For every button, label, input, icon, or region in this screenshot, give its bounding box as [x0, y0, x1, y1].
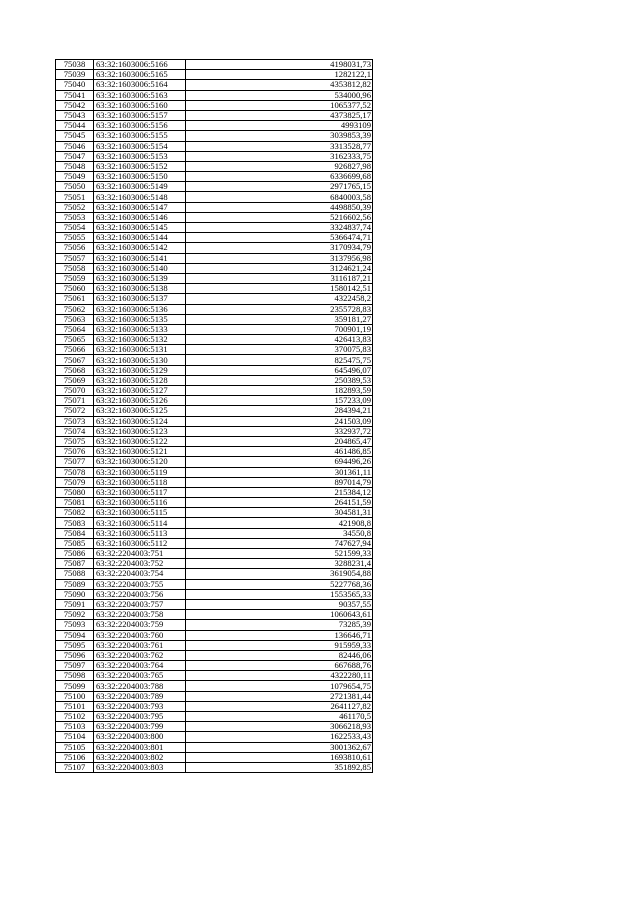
cadastral-value-cell: 461170,5	[186, 712, 373, 722]
table-row	[56, 589, 373, 599]
table-row	[56, 324, 373, 334]
cadastral-value-cell: 4353812,82	[186, 80, 373, 90]
cadastral-number-cell: 63:32:1603006:5145	[94, 223, 186, 233]
table-row	[56, 477, 373, 487]
cadastral-value-cell: 2721381,44	[186, 691, 373, 701]
row-number-cell: 75059	[56, 273, 94, 283]
table-row	[56, 304, 373, 314]
cadastral-value-cell: 694496,26	[186, 457, 373, 467]
table-row	[56, 335, 373, 345]
row-number-cell: 75098	[56, 671, 94, 681]
cadastral-number-cell: 63:32:2204003:799	[94, 722, 186, 732]
row-number-cell: 75084	[56, 528, 94, 538]
cadastral-number-cell: 63:32:1603006:5144	[94, 233, 186, 243]
row-number-cell: 75082	[56, 508, 94, 518]
cadastral-value-cell: 3170934,79	[186, 243, 373, 253]
table-row	[56, 345, 373, 355]
row-number-cell: 75093	[56, 620, 94, 630]
table-row	[56, 314, 373, 324]
cadastral-value-cell: 700901,19	[186, 324, 373, 334]
row-number-cell: 75100	[56, 691, 94, 701]
table-row	[56, 762, 373, 772]
table-row	[56, 742, 373, 752]
cadastral-number-cell: 63:32:1603006:5129	[94, 365, 186, 375]
cadastral-number-cell: 63:32:1603006:5157	[94, 110, 186, 120]
cadastral-number-cell: 63:32:2204003:789	[94, 691, 186, 701]
cadastral-number-cell: 63:32:1603006:5135	[94, 314, 186, 324]
table-row	[56, 151, 373, 161]
table-row	[56, 538, 373, 548]
row-number-cell: 75038	[56, 60, 94, 70]
cadastral-value-cell: 4373825,17	[186, 110, 373, 120]
cadastral-number-cell: 63:32:1603006:5131	[94, 345, 186, 355]
cadastral-number-cell: 63:32:2204003:760	[94, 630, 186, 640]
cadastral-number-cell: 63:32:1603006:5153	[94, 151, 186, 161]
cadastral-value-cell: 304581,31	[186, 508, 373, 518]
row-number-cell: 75083	[56, 518, 94, 528]
row-number-cell: 75043	[56, 110, 94, 120]
cadastral-number-cell: 63:32:1603006:5118	[94, 477, 186, 487]
row-number-cell: 75079	[56, 477, 94, 487]
cadastral-number-cell: 63:32:1603006:5146	[94, 212, 186, 222]
cadastral-value-cell: 82446,06	[186, 650, 373, 660]
cadastral-value-cell: 157233,09	[186, 396, 373, 406]
row-number-cell: 75086	[56, 549, 94, 559]
table-row	[56, 70, 373, 80]
row-number-cell: 75067	[56, 355, 94, 365]
row-number-cell: 75063	[56, 314, 94, 324]
cadastral-value-cell: 1622533,43	[186, 732, 373, 742]
table-row	[56, 569, 373, 579]
row-number-cell: 75096	[56, 650, 94, 660]
table-row	[56, 467, 373, 477]
cadastral-number-cell: 63:32:1603006:5112	[94, 538, 186, 548]
row-number-cell: 75094	[56, 630, 94, 640]
cadastral-number-cell: 63:32:1603006:5128	[94, 375, 186, 385]
table-row	[56, 223, 373, 233]
row-number-cell: 75097	[56, 661, 94, 671]
row-number-cell: 75104	[56, 732, 94, 742]
table-row	[56, 294, 373, 304]
cadastral-value-cell: 351892,85	[186, 762, 373, 772]
cadastral-number-cell: 63:32:2204003:761	[94, 640, 186, 650]
document-sheet	[55, 59, 372, 773]
cadastral-number-cell: 63:32:1603006:5113	[94, 528, 186, 538]
table-row	[56, 752, 373, 762]
table-row	[56, 80, 373, 90]
row-number-cell: 75080	[56, 487, 94, 497]
row-number-cell: 75045	[56, 131, 94, 141]
table-row	[56, 599, 373, 609]
row-number-cell: 75052	[56, 202, 94, 212]
row-number-cell: 75050	[56, 182, 94, 192]
table-row	[56, 273, 373, 283]
row-number-cell: 75068	[56, 365, 94, 375]
cadastral-value-cell: 241503,09	[186, 416, 373, 426]
cadastral-value-cell: 73285,39	[186, 620, 373, 630]
cadastral-number-cell: 63:32:1603006:5126	[94, 396, 186, 406]
cadastral-value-cell: 3137956,98	[186, 253, 373, 263]
table-row	[56, 528, 373, 538]
table-row	[56, 202, 373, 212]
cadastral-number-cell: 63:32:1603006:5127	[94, 386, 186, 396]
cadastral-number-cell: 63:32:2204003:757	[94, 599, 186, 609]
row-number-cell: 75046	[56, 141, 94, 151]
cadastral-value-cell: 645496,07	[186, 365, 373, 375]
cadastral-value-cell: 5227768,36	[186, 579, 373, 589]
cadastral-value-cell: 3001362,67	[186, 742, 373, 752]
cadastral-value-cell: 182893,59	[186, 386, 373, 396]
row-number-cell: 75064	[56, 324, 94, 334]
row-number-cell: 75072	[56, 406, 94, 416]
table-row	[56, 487, 373, 497]
cadastral-value-cell: 667688,76	[186, 661, 373, 671]
cadastral-value-cell: 1079654,75	[186, 681, 373, 691]
row-number-cell: 75089	[56, 579, 94, 589]
row-number-cell: 75105	[56, 742, 94, 752]
row-number-cell: 75053	[56, 212, 94, 222]
cadastral-value-cell: 915959,33	[186, 640, 373, 650]
cadastral-value-cell: 897014,79	[186, 477, 373, 487]
table-row	[56, 121, 373, 131]
cadastral-number-cell: 63:32:2204003:755	[94, 579, 186, 589]
row-number-cell: 75074	[56, 426, 94, 436]
table-row	[56, 498, 373, 508]
cadastral-value-cell: 6336699,68	[186, 172, 373, 182]
table-row	[56, 141, 373, 151]
cadastral-number-cell: 63:32:1603006:5125	[94, 406, 186, 416]
cadastral-value-cell: 3039853,39	[186, 131, 373, 141]
row-number-cell: 75054	[56, 223, 94, 233]
table-row	[56, 681, 373, 691]
row-number-cell: 75056	[56, 243, 94, 253]
row-number-cell: 75069	[56, 375, 94, 385]
row-number-cell: 75042	[56, 100, 94, 110]
cadastral-value-cell: 204865,47	[186, 436, 373, 446]
cadastral-number-cell: 63:32:1603006:5154	[94, 141, 186, 151]
table-row	[56, 436, 373, 446]
cadastral-number-cell: 63:32:1603006:5121	[94, 447, 186, 457]
cadastral-value-cell: 332937,72	[186, 426, 373, 436]
row-number-cell: 75101	[56, 701, 94, 711]
cadastral-number-cell: 63:32:1603006:5155	[94, 131, 186, 141]
row-number-cell: 75106	[56, 752, 94, 762]
cadastral-number-cell: 63:32:2204003:801	[94, 742, 186, 752]
table-row	[56, 661, 373, 671]
cadastral-number-cell: 63:32:1603006:5165	[94, 70, 186, 80]
cadastral-number-cell: 63:32:1603006:5142	[94, 243, 186, 253]
row-number-cell: 75103	[56, 722, 94, 732]
table-row	[56, 375, 373, 385]
row-number-cell: 75051	[56, 192, 94, 202]
cadastral-number-cell: 63:32:2204003:751	[94, 549, 186, 559]
row-number-cell: 75092	[56, 610, 94, 620]
table-row	[56, 732, 373, 742]
cadastral-number-cell: 63:32:2204003:759	[94, 620, 186, 630]
cadastral-value-cell: 359181,27	[186, 314, 373, 324]
cadastral-value-cell: 926827,98	[186, 161, 373, 171]
cadastral-number-cell: 63:32:1603006:5116	[94, 498, 186, 508]
cadastral-value-cell: 1580142,51	[186, 284, 373, 294]
cadastral-value-cell: 1693810,61	[186, 752, 373, 762]
cadastral-number-cell: 63:32:1603006:5149	[94, 182, 186, 192]
row-number-cell: 75095	[56, 640, 94, 650]
table-row	[56, 110, 373, 120]
table-row	[56, 90, 373, 100]
cadastral-number-cell: 63:32:1603006:5163	[94, 90, 186, 100]
cadastral-number-cell: 63:32:2204003:802	[94, 752, 186, 762]
row-number-cell: 75057	[56, 253, 94, 263]
cadastral-number-cell: 63:32:1603006:5123	[94, 426, 186, 436]
cadastral-value-cell: 250389,53	[186, 375, 373, 385]
row-number-cell: 75048	[56, 161, 94, 171]
cadastral-number-cell: 63:32:2204003:765	[94, 671, 186, 681]
table-row	[56, 263, 373, 273]
row-number-cell: 75085	[56, 538, 94, 548]
table-row	[56, 243, 373, 253]
cadastral-value-cell: 301361,11	[186, 467, 373, 477]
cadastral-number-cell: 63:32:1603006:5141	[94, 253, 186, 263]
row-number-cell: 75076	[56, 447, 94, 457]
cadastral-value-cell: 1065377,52	[186, 100, 373, 110]
table-row	[56, 386, 373, 396]
cadastral-number-cell: 63:32:1603006:5164	[94, 80, 186, 90]
cadastral-value-cell: 264151,59	[186, 498, 373, 508]
cadastral-value-cell: 3324837,74	[186, 223, 373, 233]
row-number-cell: 75078	[56, 467, 94, 477]
table-row	[56, 579, 373, 589]
cadastral-number-cell: 63:32:2204003:788	[94, 681, 186, 691]
row-number-cell: 75047	[56, 151, 94, 161]
cadastral-value-cell: 747627,94	[186, 538, 373, 548]
row-number-cell: 75062	[56, 304, 94, 314]
cadastral-number-cell: 63:32:2204003:758	[94, 610, 186, 620]
row-number-cell: 75102	[56, 712, 94, 722]
cadastral-value-cell: 2971765,15	[186, 182, 373, 192]
cadastral-number-cell: 63:32:1603006:5124	[94, 416, 186, 426]
cadastral-value-cell: 4322280,11	[186, 671, 373, 681]
cadastral-value-table	[55, 59, 373, 773]
cadastral-number-cell: 63:32:1603006:5140	[94, 263, 186, 273]
table-row	[56, 712, 373, 722]
row-number-cell: 75041	[56, 90, 94, 100]
table-row	[56, 60, 373, 70]
row-number-cell: 75088	[56, 569, 94, 579]
cadastral-value-cell: 426413,83	[186, 335, 373, 345]
table-body	[56, 60, 373, 773]
table-row	[56, 100, 373, 110]
cadastral-number-cell: 63:32:1603006:5150	[94, 172, 186, 182]
row-number-cell: 75049	[56, 172, 94, 182]
cadastral-value-cell: 3066218,93	[186, 722, 373, 732]
cadastral-number-cell: 63:32:1603006:5114	[94, 518, 186, 528]
row-number-cell: 75087	[56, 559, 94, 569]
row-number-cell: 75099	[56, 681, 94, 691]
table-row	[56, 161, 373, 171]
cadastral-number-cell: 63:32:1603006:5139	[94, 273, 186, 283]
table-row	[56, 172, 373, 182]
row-number-cell: 75107	[56, 762, 94, 772]
cadastral-value-cell: 284394,21	[186, 406, 373, 416]
table-row	[56, 416, 373, 426]
cadastral-value-cell: 3288231,4	[186, 559, 373, 569]
table-row	[56, 671, 373, 681]
row-number-cell: 75066	[56, 345, 94, 355]
cadastral-value-cell: 5366474,71	[186, 233, 373, 243]
table-row	[56, 620, 373, 630]
table-row	[56, 355, 373, 365]
cadastral-value-cell: 1060643,61	[186, 610, 373, 620]
cadastral-value-cell: 34550,8	[186, 528, 373, 538]
cadastral-value-cell: 90357,55	[186, 599, 373, 609]
cadastral-number-cell: 63:32:1603006:5117	[94, 487, 186, 497]
table-row	[56, 650, 373, 660]
table-row	[56, 549, 373, 559]
cadastral-value-cell: 4198031,73	[186, 60, 373, 70]
cadastral-number-cell: 63:32:1603006:5160	[94, 100, 186, 110]
cadastral-value-cell: 1282122,1	[186, 70, 373, 80]
table-row	[56, 640, 373, 650]
cadastral-value-cell: 5216602,56	[186, 212, 373, 222]
table-row	[56, 426, 373, 436]
row-number-cell: 75075	[56, 436, 94, 446]
table-row	[56, 182, 373, 192]
table-row	[56, 212, 373, 222]
cadastral-number-cell: 63:32:2204003:764	[94, 661, 186, 671]
cadastral-value-cell: 4498850,39	[186, 202, 373, 212]
cadastral-value-cell: 6840003,58	[186, 192, 373, 202]
cadastral-number-cell: 63:32:1603006:5119	[94, 467, 186, 477]
table-row	[56, 518, 373, 528]
table-row	[56, 253, 373, 263]
cadastral-number-cell: 63:32:1603006:5130	[94, 355, 186, 365]
row-number-cell: 75065	[56, 335, 94, 345]
table-row	[56, 559, 373, 569]
cadastral-number-cell: 63:32:2204003:803	[94, 762, 186, 772]
cadastral-value-cell: 421908,8	[186, 518, 373, 528]
cadastral-value-cell: 3124621,24	[186, 263, 373, 273]
cadastral-value-cell: 3619054,88	[186, 569, 373, 579]
cadastral-value-cell: 4322458,2	[186, 294, 373, 304]
row-number-cell: 75077	[56, 457, 94, 467]
cadastral-value-cell: 1553565,33	[186, 589, 373, 599]
row-number-cell: 75090	[56, 589, 94, 599]
cadastral-number-cell: 63:32:1603006:5133	[94, 324, 186, 334]
table-row	[56, 396, 373, 406]
cadastral-number-cell: 63:32:1603006:5137	[94, 294, 186, 304]
cadastral-value-cell: 136646,71	[186, 630, 373, 640]
cadastral-number-cell: 63:32:1603006:5152	[94, 161, 186, 171]
cadastral-number-cell: 63:32:2204003:752	[94, 559, 186, 569]
table-row	[56, 284, 373, 294]
row-number-cell: 75061	[56, 294, 94, 304]
cadastral-number-cell: 63:32:1603006:5148	[94, 192, 186, 202]
cadastral-value-cell: 461486,85	[186, 447, 373, 457]
cadastral-value-cell: 2355728,83	[186, 304, 373, 314]
row-number-cell: 75039	[56, 70, 94, 80]
row-number-cell: 75073	[56, 416, 94, 426]
table-row	[56, 691, 373, 701]
cadastral-number-cell: 63:32:2204003:754	[94, 569, 186, 579]
table-row	[56, 610, 373, 620]
row-number-cell: 75040	[56, 80, 94, 90]
row-number-cell: 75071	[56, 396, 94, 406]
cadastral-value-cell: 3162333,75	[186, 151, 373, 161]
cadastral-number-cell: 63:32:1603006:5166	[94, 60, 186, 70]
cadastral-number-cell: 63:32:1603006:5122	[94, 436, 186, 446]
table-row	[56, 508, 373, 518]
row-number-cell: 75070	[56, 386, 94, 396]
cadastral-number-cell: 63:32:1603006:5136	[94, 304, 186, 314]
cadastral-value-cell: 215384,12	[186, 487, 373, 497]
cadastral-number-cell: 63:32:2204003:756	[94, 589, 186, 599]
table-row	[56, 722, 373, 732]
row-number-cell: 75060	[56, 284, 94, 294]
cadastral-value-cell: 521599,33	[186, 549, 373, 559]
cadastral-number-cell: 63:32:2204003:793	[94, 701, 186, 711]
row-number-cell: 75058	[56, 263, 94, 273]
cadastral-number-cell: 63:32:2204003:762	[94, 650, 186, 660]
table-row	[56, 701, 373, 711]
row-number-cell: 75091	[56, 599, 94, 609]
table-row	[56, 447, 373, 457]
table-row	[56, 192, 373, 202]
cadastral-value-cell: 825475,75	[186, 355, 373, 365]
row-number-cell: 75081	[56, 498, 94, 508]
table-row	[56, 365, 373, 375]
cadastral-number-cell: 63:32:1603006:5147	[94, 202, 186, 212]
cadastral-value-cell: 370075,83	[186, 345, 373, 355]
cadastral-value-cell: 3116187,21	[186, 273, 373, 283]
cadastral-number-cell: 63:32:1603006:5132	[94, 335, 186, 345]
cadastral-number-cell: 63:32:1603006:5115	[94, 508, 186, 518]
cadastral-number-cell: 63:32:2204003:800	[94, 732, 186, 742]
cadastral-number-cell: 63:32:1603006:5120	[94, 457, 186, 467]
row-number-cell: 75055	[56, 233, 94, 243]
cadastral-number-cell: 63:32:1603006:5156	[94, 121, 186, 131]
table-row	[56, 457, 373, 467]
table-row	[56, 406, 373, 416]
cadastral-value-cell: 4993109	[186, 121, 373, 131]
cadastral-value-cell: 2641127,82	[186, 701, 373, 711]
cadastral-number-cell: 63:32:1603006:5138	[94, 284, 186, 294]
row-number-cell: 75044	[56, 121, 94, 131]
cadastral-value-cell: 3313528,77	[186, 141, 373, 151]
cadastral-number-cell: 63:32:2204003:795	[94, 712, 186, 722]
table-row	[56, 630, 373, 640]
table-row	[56, 131, 373, 141]
cadastral-value-cell: 534000,96	[186, 90, 373, 100]
table-row	[56, 233, 373, 243]
